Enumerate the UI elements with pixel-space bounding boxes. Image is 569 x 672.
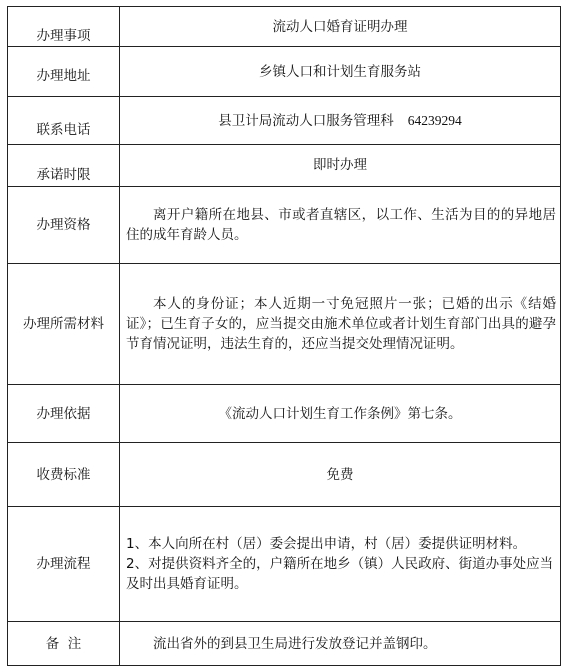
process-label: 办理流程 xyxy=(36,556,91,572)
remarks-label: 备 注 xyxy=(45,635,82,652)
row-label xyxy=(8,187,120,264)
row-value xyxy=(120,264,561,385)
row-value xyxy=(120,47,561,97)
item-value: 流动人口婚育证明办理 xyxy=(272,19,408,35)
row-value xyxy=(120,187,561,264)
row-label xyxy=(8,97,120,145)
fee-value: 免费 xyxy=(326,466,354,483)
address-label: 办理地址 xyxy=(36,67,91,84)
item-label: 办理事项 xyxy=(36,27,91,44)
fee-label: 收费标准 xyxy=(36,466,91,483)
phone-office: 县卫计局流动人口服务管理科 xyxy=(218,112,394,129)
row-value xyxy=(120,145,561,187)
time-limit-label: 承诺时限 xyxy=(36,166,91,183)
time-limit-value: 即时办理 xyxy=(313,157,367,173)
table-row xyxy=(8,97,561,145)
table-row xyxy=(8,622,561,666)
table-row xyxy=(8,47,561,97)
address-value: 乡镇人口和计划生育服务站 xyxy=(259,63,421,80)
row-label xyxy=(8,443,120,507)
table-row xyxy=(8,507,561,622)
row-value xyxy=(120,97,561,145)
service-info-table xyxy=(7,6,561,666)
row-value xyxy=(120,385,561,443)
row-label xyxy=(8,145,120,187)
row-value xyxy=(120,507,561,622)
materials-value: 本人的身份证；本人近期一寸免冠照片一张；已婚的出示《结婚证》；已生育子女的，应当提交由施术单位或者计划生育部门出具的避孕节育情况证明，违法生育的，还应当提交处理情况证明。 xyxy=(126,296,556,352)
table-row xyxy=(8,145,561,187)
row-value xyxy=(120,622,561,666)
eligibility-label: 办理资格 xyxy=(36,217,91,233)
row-label xyxy=(8,622,120,666)
row-label xyxy=(8,385,120,443)
table-row xyxy=(8,443,561,507)
table-row xyxy=(8,187,561,264)
phone-label: 联系电话 xyxy=(36,121,91,138)
materials-label: 办理所需材料 xyxy=(23,316,104,332)
row-label xyxy=(8,507,120,622)
remarks-value: 流出省外的到县卫生局进行发放登记并盖钢印。 xyxy=(153,635,437,652)
row-label xyxy=(8,7,120,47)
table-row xyxy=(8,385,561,443)
process-step: 2、对提供资料齐全的，户籍所在地乡（镇）人民政府、街道办事处应当及时出具婚育证明。 xyxy=(126,556,554,592)
legal-basis-label: 办理依据 xyxy=(36,405,91,422)
phone-number: 64239294 xyxy=(407,112,462,128)
phone-value-line xyxy=(120,111,560,131)
table-row xyxy=(8,264,561,385)
row-value xyxy=(120,443,561,507)
row-value xyxy=(120,7,561,47)
table-row xyxy=(8,7,561,47)
row-label xyxy=(8,47,120,97)
eligibility-value: 离开户籍所在地县、市或者直辖区，以工作、生活为目的的异地居住的成年育龄人员。 xyxy=(126,207,556,243)
process-step: 1、本人向所在村（居）委会提出申请，村（居）委提供证明材料。 xyxy=(126,536,527,552)
legal-basis-value: 《流动人口计划生育工作条例》第七条。 xyxy=(218,405,462,422)
row-label xyxy=(8,264,120,385)
